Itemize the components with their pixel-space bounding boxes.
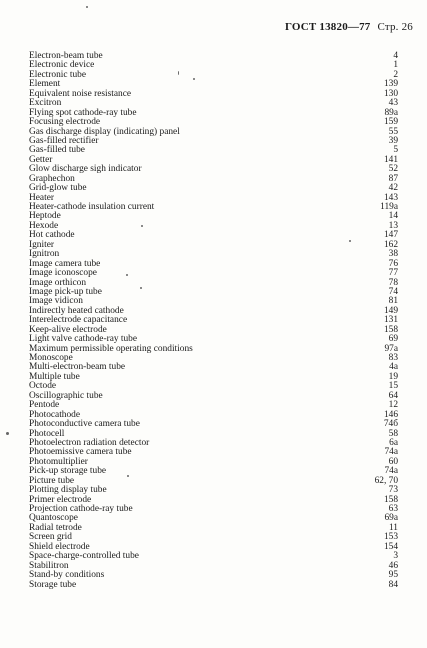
index-number: 74 — [388, 286, 398, 297]
index-term: Radial tetrode — [29, 522, 82, 533]
index-number: 158 — [383, 324, 398, 335]
index-number: 43 — [388, 98, 398, 109]
print-speck — [86, 6, 88, 8]
index-number: 19 — [388, 371, 398, 382]
index-term: Glow discharge sigh indicator — [29, 164, 142, 175]
index-number: 52 — [388, 164, 398, 175]
index-term: Multi-electron-beam tube — [29, 362, 126, 373]
index-number: 5 — [393, 145, 398, 156]
index-entry — [29, 165, 398, 174]
term-index-list — [29, 52, 398, 590]
index-number: 62, 70 — [374, 475, 398, 486]
index-term: Picture tube — [29, 475, 75, 486]
index-term: Focusing electrode — [29, 117, 101, 128]
index-term: Heater — [29, 192, 54, 203]
index-number: 38 — [388, 249, 398, 260]
print-speck — [6, 432, 9, 435]
index-number: 149 — [383, 305, 398, 316]
index-number: 58 — [388, 428, 398, 439]
index-number: 154 — [383, 541, 398, 552]
index-term: Pick-up storage tube — [29, 466, 107, 477]
index-number: 74a — [384, 466, 398, 477]
index-number: 14 — [388, 211, 398, 222]
index-term: Interelectrode capacitance — [29, 315, 128, 326]
index-entry — [29, 345, 398, 354]
index-term: Photoelectron radiation detector — [29, 437, 150, 448]
index-number: 84 — [388, 579, 398, 590]
standard-number: ГОСТ 13820—77 — [284, 21, 371, 33]
index-term: Shield electrode — [29, 541, 90, 552]
index-term: Space-charge-controlled tube — [29, 551, 139, 562]
index-term: Oscillographic tube — [29, 390, 103, 401]
print-speck — [140, 287, 142, 289]
index-number: 42 — [388, 183, 398, 194]
print-speck — [193, 78, 195, 80]
index-number: 139 — [383, 79, 398, 90]
index-term: Projection cathode-ray tube — [29, 504, 133, 514]
print-speck — [126, 274, 128, 276]
index-number: 4a — [389, 362, 398, 373]
index-number: 60 — [388, 456, 398, 467]
index-term: Hexode — [29, 220, 59, 231]
index-number: 130 — [383, 88, 398, 99]
index-term: Flying spot cathode-ray tube — [29, 107, 137, 118]
index-number: 89a — [384, 107, 398, 118]
index-term: Photoemissive camera tube — [29, 447, 132, 458]
index-term: Multiple tube — [29, 371, 80, 382]
print-speck — [178, 71, 179, 75]
index-number: 97a — [384, 343, 398, 354]
index-number: 77 — [388, 268, 398, 279]
index-term: Image vidicon — [29, 296, 83, 307]
index-number: 1 — [393, 60, 398, 71]
index-term: Photocathode — [29, 409, 81, 420]
index-number: 119a — [380, 202, 398, 212]
index-term: Electronic tube — [29, 69, 87, 80]
index-term: Photocell — [29, 428, 65, 439]
index-term: Element — [29, 79, 61, 90]
index-term: Light valve cathode-ray tube — [29, 334, 138, 345]
index-number: 83 — [388, 353, 398, 363]
index-number: 6a — [389, 437, 398, 448]
index-number: 131 — [383, 315, 398, 326]
index-term: Heptode — [29, 211, 61, 222]
index-term: Image camera tube — [29, 258, 101, 269]
index-term: Image orthicon — [29, 277, 87, 288]
index-entry — [29, 222, 398, 231]
index-number: 74б — [383, 419, 398, 430]
index-number: 146 — [383, 409, 398, 420]
index-entry — [29, 146, 398, 155]
index-entry — [29, 241, 398, 250]
index-term: Excitron — [29, 98, 62, 109]
index-number: 143 — [383, 192, 398, 203]
index-term: Stabilitron — [29, 560, 69, 571]
index-number: 95 — [388, 570, 398, 581]
index-number: 46 — [388, 560, 398, 571]
print-speck — [141, 225, 143, 227]
index-term: Screen grid — [29, 532, 72, 543]
index-term: Igniter — [29, 239, 54, 250]
index-term: Indirectly heated cathode — [29, 305, 124, 316]
index-entry — [29, 514, 398, 523]
index-term: Photoconductive camera tube — [29, 419, 140, 430]
index-number: 39 — [388, 135, 398, 146]
index-entry — [29, 467, 398, 476]
index-entry — [29, 184, 398, 193]
index-number: 74a — [384, 447, 398, 458]
index-term: Equivalent noise resistance — [29, 88, 132, 99]
print-speck — [349, 240, 351, 242]
index-number: 78 — [388, 277, 398, 288]
index-entry — [29, 203, 398, 212]
index-number: 158 — [383, 494, 398, 505]
index-term: Stand-by conditions — [29, 570, 105, 581]
index-number: 147 — [383, 230, 398, 241]
index-term: Gas-filled tube — [29, 145, 85, 156]
index-term: Hot cathode — [29, 230, 75, 241]
index-term: Maximum permissible operating conditions — [29, 343, 193, 354]
index-number: 141 — [383, 154, 398, 165]
print-speck — [127, 475, 129, 477]
index-number: 15 — [388, 381, 398, 392]
index-entry — [29, 231, 398, 240]
index-number: 13 — [388, 220, 398, 231]
index-term: Primer electrode — [29, 494, 92, 505]
index-number: 11 — [388, 522, 398, 533]
index-number: 12 — [388, 400, 398, 411]
index-term: Quantoscope — [29, 513, 78, 524]
index-entry — [29, 90, 398, 99]
index-number: 153 — [383, 532, 398, 543]
index-number: 64 — [388, 390, 398, 401]
index-entry — [29, 420, 398, 429]
index-term: Monoscope — [29, 353, 73, 363]
index-term: Grid-glow tube — [29, 183, 87, 194]
index-term: Octode — [29, 381, 57, 392]
index-number: 162 — [383, 239, 398, 250]
index-term: Gas-filled rectifier — [29, 135, 99, 146]
index-number: 87 — [388, 173, 398, 184]
index-number: 4 — [393, 51, 398, 61]
index-entry — [29, 363, 398, 372]
index-term: Pentode — [29, 400, 60, 411]
index-term: Electronic device — [29, 60, 95, 71]
index-term: Image pick-up tube — [29, 286, 102, 297]
index-term: Ignitron — [29, 249, 60, 260]
index-term: Electron-beam tube — [29, 51, 103, 61]
page-number: Стр. 26 — [377, 21, 413, 33]
page-header — [285, 21, 413, 33]
index-entry — [29, 581, 398, 590]
index-term: Plotting display tube — [29, 485, 107, 496]
index-term: Gas discharge display (indicating) panel — [29, 126, 180, 137]
index-term: Storage tube — [29, 579, 77, 590]
index-entry — [29, 505, 398, 514]
index-number: 2 — [393, 69, 398, 80]
index-entry — [29, 401, 398, 410]
index-entry — [29, 571, 398, 580]
index-number: 73 — [388, 485, 398, 496]
index-number: 69a — [384, 513, 398, 524]
index-number: 69 — [388, 334, 398, 345]
index-entry — [29, 212, 398, 221]
index-number: 55 — [388, 126, 398, 137]
index-number: 81 — [388, 296, 398, 307]
index-entry — [29, 288, 398, 297]
index-term: Image iconoscope — [29, 268, 97, 279]
index-number: 3 — [393, 551, 398, 562]
index-entry — [29, 392, 398, 401]
index-entry — [29, 71, 398, 80]
index-number: 159 — [383, 117, 398, 128]
index-entry — [29, 373, 398, 382]
index-term: Photomultiplier — [29, 456, 88, 467]
index-number: 76 — [388, 258, 398, 269]
index-number: 63 — [388, 504, 398, 514]
index-entry — [29, 524, 398, 533]
index-entry — [29, 552, 398, 561]
index-term: Getter — [29, 154, 53, 165]
index-term: Heater-cathode insulation current — [29, 202, 155, 212]
index-term: Graphechon — [29, 173, 75, 184]
index-term: Keep-alive electrode — [29, 324, 107, 335]
